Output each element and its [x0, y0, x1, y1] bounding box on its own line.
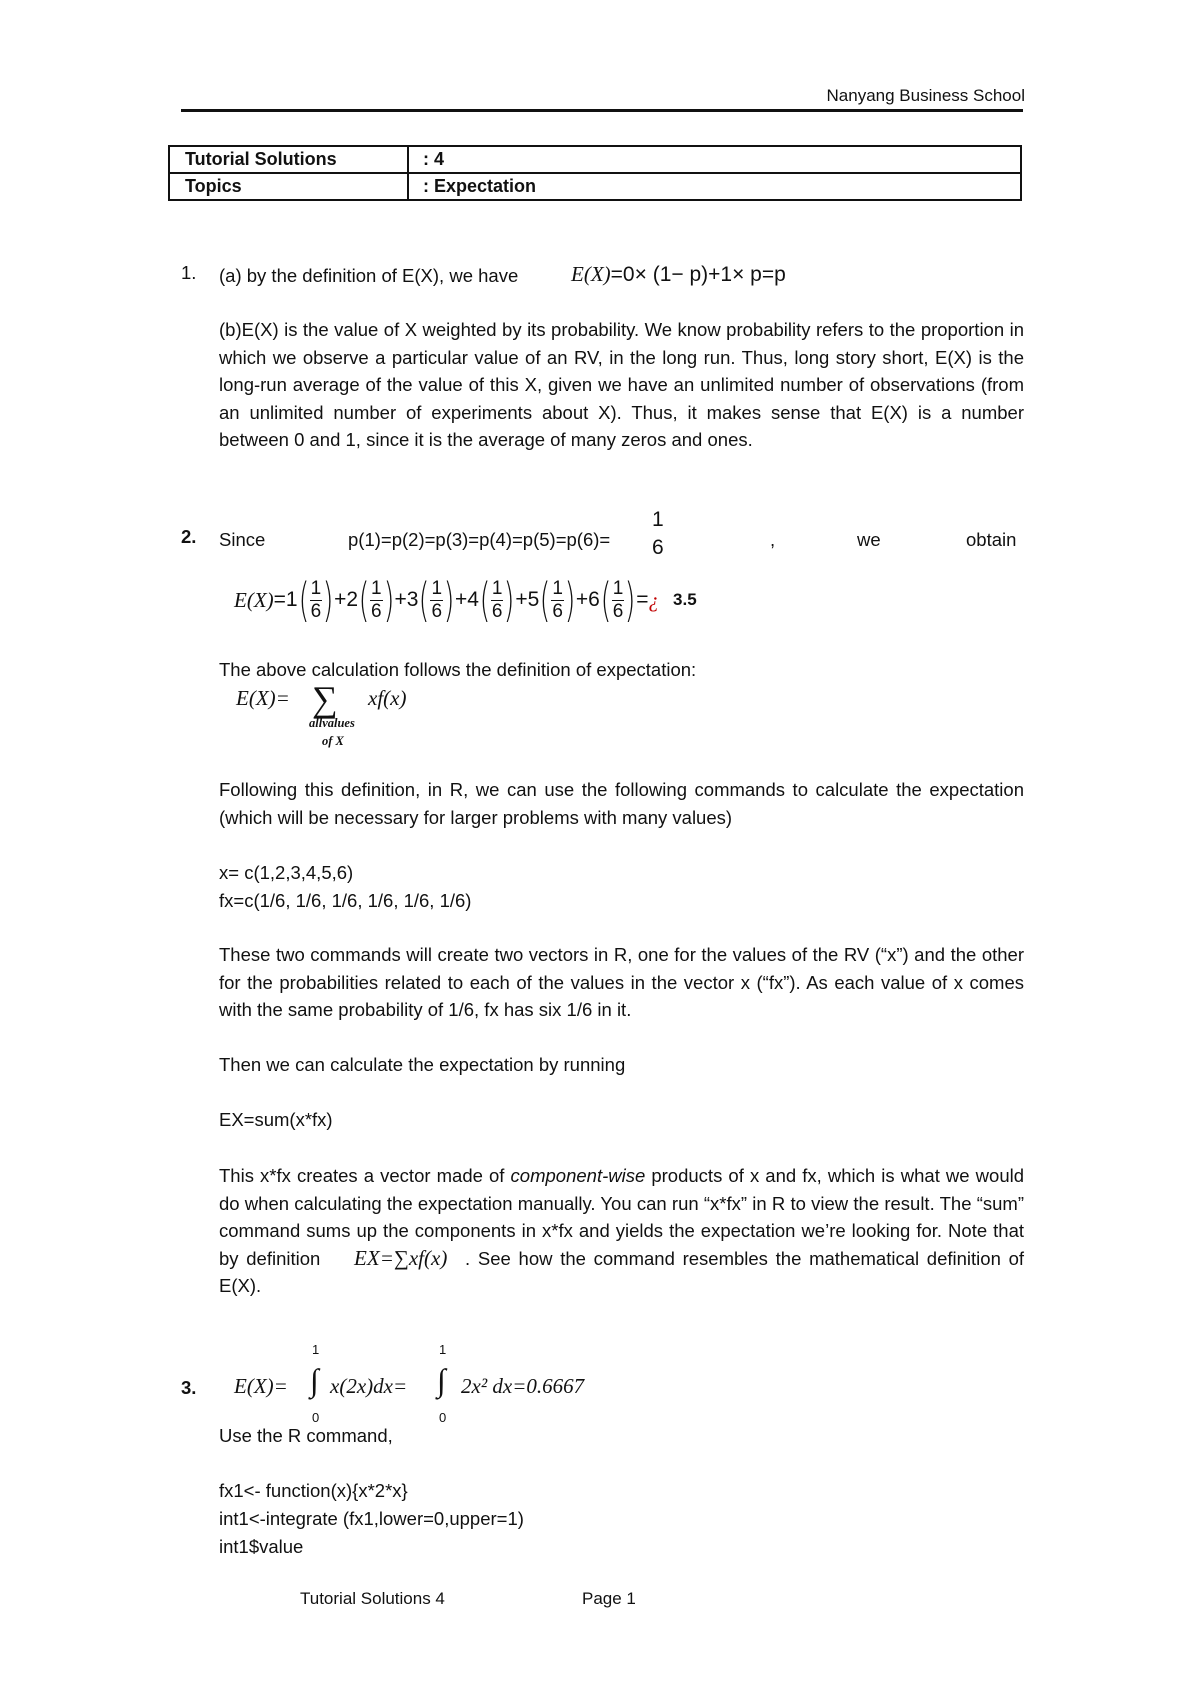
info-row-solutions: [169, 146, 1021, 173]
info-table: [168, 145, 1022, 201]
q2-term-num: 1: [431, 577, 443, 599]
integral-symbol: ∫: [310, 1362, 319, 1398]
q3-int-lower: 0: [439, 1410, 447, 1425]
q2-we-label: we: [857, 529, 881, 550]
q2-def-lhs: E(X)=: [236, 686, 290, 710]
q2-term-num: 1: [491, 577, 503, 599]
q3-int-lower: 0: [312, 1410, 320, 1425]
info-label: Tutorial Solutions: [169, 146, 408, 173]
q1-formula-arg: X: [590, 262, 604, 286]
q3-code-line: int1<-integrate (fx1,lower=0,upper=1): [219, 1508, 524, 1529]
q2-explain-post: products of x and fx, which is what we would do when calculating the expectation manually. You can run “x*fx” in R to view the result. The “sum” command sums up the components in x*fx and yields the expectation we’re looking for. Note that by definition: [219, 1165, 1025, 1269]
q3-int-upper: 1: [312, 1342, 320, 1357]
q3-mid: x(2x)dx=: [330, 1374, 408, 1398]
q2-explain-paragraph: [219, 1162, 1024, 1300]
info-value: : 4: [408, 146, 1021, 173]
footer-left: Tutorial Solutions 4: [300, 1589, 445, 1608]
q2-vectors-text: These two commands will create two vectors in R, one for the values of the RV (“x”) and the other for the probabilities related to each of the values in the vector x (“fx”). As each value of x comes with the same probability of 1/6, fx has six 1/6 in it.: [219, 944, 1024, 1021]
q2-term-den: 6: [612, 600, 624, 622]
q2-definition-text: The above calculation follows the definition of expectation:: [219, 659, 697, 680]
q2-term-coef: 6: [588, 588, 600, 611]
q2-term-coef: 4: [467, 588, 479, 611]
q2-term-den: 6: [491, 600, 503, 622]
q2-def-sub2: of X: [322, 734, 344, 748]
q2-term-num: 1: [552, 577, 563, 599]
q3-code-line: int1$value: [219, 1536, 304, 1557]
q2-explain-pre: This x*fx creates a vector made of: [219, 1165, 505, 1186]
q2-term-den: 6: [431, 600, 443, 622]
header-rule: [181, 109, 1023, 112]
q2-obtain-label: obtain: [966, 529, 1017, 550]
q2-term-num: 1: [612, 577, 624, 599]
q1-number: 1.: [181, 262, 197, 283]
q2-term-den: 6: [310, 600, 322, 622]
q2-code-ex: EX=sum(x*fx): [219, 1109, 333, 1130]
q2-term-num: 1: [371, 577, 382, 599]
q2-comma: ,: [770, 529, 776, 550]
info-value: : Expectation: [408, 173, 1021, 200]
q2-prob-fraction: [651, 506, 665, 562]
q2-explain-formula: EX=∑xf(x): [354, 1245, 448, 1270]
q3-code-line: fx1<- function(x){x*2*x}: [219, 1480, 408, 1501]
q2-following-text: Following this definition, in R, we can use the following commands to calculate the expectation (which will be necessary for larger problems with many values): [219, 779, 1024, 828]
q2-prob-num: 1: [652, 508, 664, 531]
q2-result: 3.5: [673, 590, 697, 609]
q2-term-coef: 2: [346, 588, 359, 611]
q2-number: 2.: [181, 526, 197, 547]
q2-explain-end: . See how the command resembles the mathematical definition of E(X).: [219, 1247, 1025, 1297]
info-row-topics: [169, 173, 1021, 200]
q2-probs-text: p(1)=p(2)=p(3)=p(4)=p(5)=p(6)=: [348, 529, 611, 550]
q2-code-line: fx=c(1/6, 1/6, 1/6, 1/6, 1/6, 1/6): [219, 890, 472, 911]
q2-red-char: ¿: [648, 587, 660, 612]
q2-term-den: 6: [371, 600, 382, 622]
q1-formula-rhs: =0× (1− p)+1× p=p: [610, 263, 786, 286]
q2-explain-em: component-wise: [510, 1165, 646, 1186]
q2-expectation-formula: E(X) = 1 ( $\frac{1}{6}$ ) + 2 ( $\frac{1}{6}$ ) + 3 ( $\frac{1}{6}$ ) + 4 ( $\frac{1}{6}$ ) + 5 ( $\frac{1}{6}$ ) + 6 ( $\frac{1}{6}$ ) = ¿ 3.5: [234, 573, 697, 627]
q3-lhs: E(X)=: [234, 1374, 288, 1398]
q2-then-text: Then we can calculate the expectation by running: [219, 1054, 626, 1075]
q2-def-rhs: xf(x): [368, 686, 407, 710]
q3-int-upper: 1: [439, 1342, 447, 1357]
q2-prob-den: 6: [652, 536, 664, 559]
q1-formula-lhs: E: [571, 262, 584, 286]
q1-part-a-text: (a) by the definition of E(X), we have: [219, 265, 519, 286]
q2-term-coef: 5: [527, 588, 540, 611]
q2-term-coef: 3: [406, 588, 419, 611]
integral-symbol: ∫: [437, 1362, 446, 1398]
header-school: Nanyang Business School: [826, 86, 1025, 105]
info-label: Topics: [169, 173, 408, 200]
footer-right: Page 1: [582, 1589, 636, 1608]
q1-part-b-text: (b)E(X) is the value of X weighted by its probability. We know probability refers to the proportion in which we observe a particular value of an RV, in the long run. Thus, long story short, E(X) is the long-run average of the value of this X, given we have an unlimited number of observations (from an unlimited number of experiments about X). Thus, it makes sense that E(X) is a number between 0 and 1, since it is the average of many zeros and ones.: [219, 319, 1024, 451]
q3-number: 3.: [181, 1377, 197, 1398]
q2-term-den: 6: [552, 600, 563, 622]
q2-code-line: x= c(1,2,3,4,5,6): [219, 862, 354, 883]
q2-term-coef: 1: [285, 588, 298, 611]
q3-use-text: Use the R command,: [219, 1425, 393, 1446]
q3-formula: [234, 1342, 654, 1426]
q2-since-label: Since: [219, 529, 266, 550]
sum-symbol: ∑: [312, 679, 338, 719]
q2-formula-lhs: E(X): [234, 587, 274, 612]
q3-rhs: 2x² dx=0.6667: [461, 1374, 585, 1398]
q2-def-sub1: allvalues: [309, 716, 355, 730]
q2-term-num: 1: [310, 577, 322, 599]
q2-eq: =: [636, 588, 649, 611]
q1-formula: E(X)=0× (1− p)+1× p=p: [571, 262, 786, 286]
